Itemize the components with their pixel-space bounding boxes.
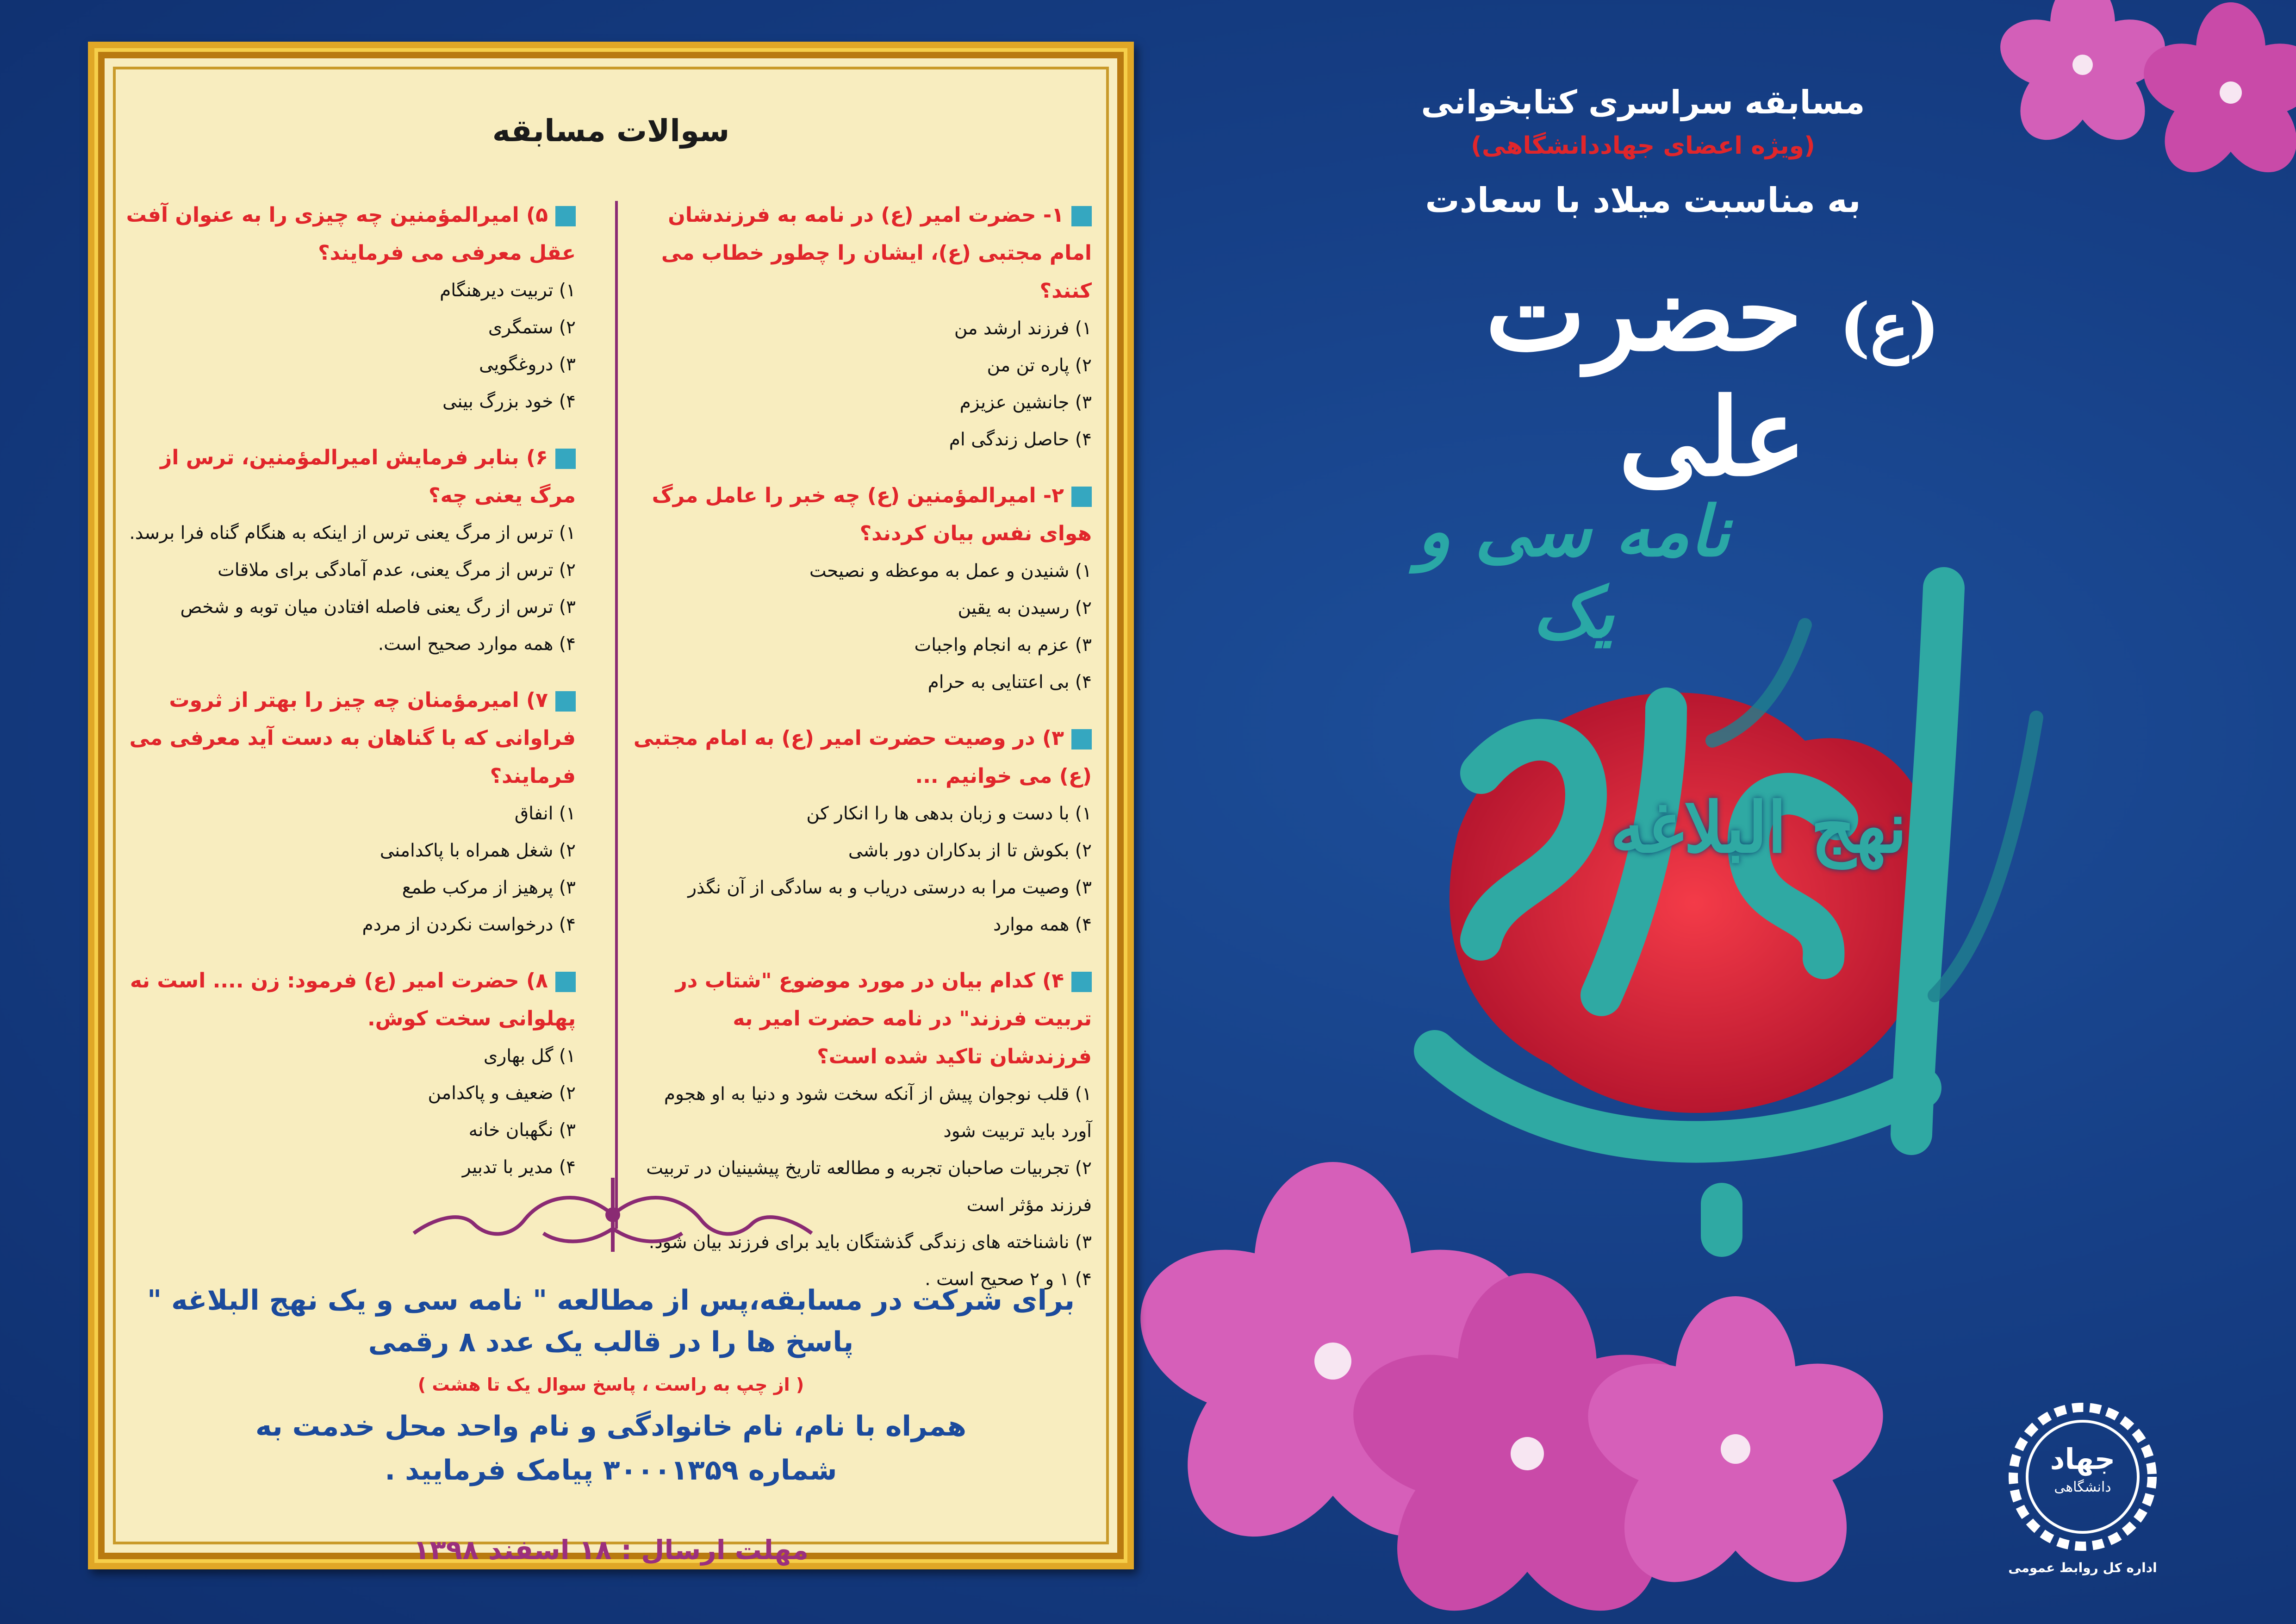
questions-column-left — [108, 196, 576, 1205]
option: ۳) پرهیز از مرکب طمع — [402, 877, 576, 898]
option: ۲) تجربیات صاحبان تجربه و مطالعه تاریخ پیشینیان در تربیت فرزند مؤثر است — [646, 1158, 1092, 1216]
header-line-1: مسابقه سراسری کتابخوانی — [1421, 83, 1865, 121]
option: ۲) شغل همراه با پاکدامنی — [380, 840, 576, 861]
option: ۱) قلب نوجوان پیش از آنکه سخت شود و دنیا به او هجوم آورد باید تربیت شود — [664, 1084, 1092, 1142]
option: ۱) ترس از مرگ یعنی ترس از اینکه به هنگام گناه فرا برسد. — [129, 523, 576, 543]
option: ۲) رسیدن به یقین — [958, 598, 1092, 618]
question-text: ۶) بنابر فرمایش امیرالمؤمنین، ترس از مرگ یعنی چه؟ — [160, 446, 576, 507]
bullet-square-icon — [555, 449, 576, 469]
option: ۱) با دست و زبان بدهی ها را انکار کن — [806, 803, 1092, 824]
option: ۲) ستمگری — [488, 317, 576, 338]
question-text: ۲- امیرالمؤمنین (ع) چه خبر را عامل مرگ هوای نفس بیان کردند؟ — [652, 484, 1092, 545]
option: ۴) حاصل زندگی ام — [949, 429, 1092, 450]
option: ۱) فرزند ارشد من — [954, 318, 1092, 339]
bullet-square-icon — [555, 972, 576, 992]
flower-top-right-icon — [1944, 0, 2296, 194]
question-7 — [108, 681, 576, 943]
question-8 — [108, 962, 576, 1186]
header-name-text: حضرت علی — [1485, 250, 1806, 500]
footer-note: ( از چپ به راست ، پاسخ سوال یک تا هشت ) — [417, 1374, 804, 1395]
option: ۳) نگهبان خانه — [468, 1120, 576, 1141]
question-2 — [629, 477, 1092, 701]
ornament-divider-icon — [404, 1168, 821, 1261]
header-name-suffix: (ع) — [1839, 289, 1940, 365]
option: ۲) ضعیف و پاکدامن — [428, 1083, 576, 1104]
option: ۳) عزم به انجام واجبات — [914, 635, 1092, 656]
header-line-3: به مناسبت میلاد با سعادت — [1425, 181, 1861, 220]
bullet-square-icon — [1071, 972, 1092, 992]
option: ۳) ناشناخته های زندگی گذشتگان باید برای فرزند بیان شود. — [648, 1232, 1092, 1253]
jahad-logo — [2004, 1398, 2161, 1602]
question-text: ۷) امیرمؤمنان چه چیز را بهتر از ثروت فراوانی که با گناهان به دست آید معرفی می فرمایند؟ — [129, 688, 576, 788]
questions-panel — [88, 42, 1134, 1569]
option: ۴) ۱ و ۲ صحیح است . — [925, 1269, 1092, 1290]
question-6 — [108, 439, 576, 663]
header-line-2: (ویژه اعضای جهاددانشگاهی) — [1471, 132, 1815, 160]
question-5 — [108, 196, 576, 420]
header-subtitle: نامه سی و یک — [1417, 491, 1730, 654]
question-text: ۴) کدام بیان در مورد موضوع "شتاب در تربیت فرزند" در نامه حضرت امیر به فرزندشان تاکید شده است؟ — [675, 969, 1092, 1068]
logo-caption: اداره کل روابط عمومی — [2008, 1560, 2157, 1575]
calligraphy-label: نهج البلاغه — [1610, 787, 1907, 868]
question-3 — [629, 719, 1092, 943]
header-name — [1481, 250, 1944, 500]
option: ۴) همه موارد — [993, 914, 1092, 935]
question-1 — [629, 196, 1092, 458]
option: ۳) ترس از رگ یعنی فاصله افتادن میان توبه و شخص — [180, 597, 576, 618]
option: ۴) خود بزرگ بینی — [442, 391, 576, 412]
question-text: ۱- حضرت امیر (ع) در نامه به فرزندشان امام مجتبی (ع)، ایشان را چطور خطاب می کنند؟ — [661, 203, 1092, 303]
bullet-square-icon — [1071, 487, 1092, 507]
bullet-square-icon — [555, 206, 576, 226]
option: ۱) شنیدن و عمل به موعظه و نصیحت — [809, 561, 1092, 581]
option: ۱) گل بهاری — [483, 1046, 576, 1067]
option: ۴) درخواست نکردن از مردم — [362, 914, 576, 935]
column-divider — [615, 201, 618, 1229]
option: ۴) بی اعتنایی به حرام — [927, 672, 1092, 693]
bullet-square-icon — [1071, 206, 1092, 226]
panel-title: سوالات مسابقه — [492, 113, 730, 149]
gear-emblem-icon — [2004, 1398, 2161, 1555]
footer-deadline: مهلت ارسال : ۱۸ اسفند ۱۳۹۸ — [413, 1534, 809, 1566]
option: ۳) جانشین عزیزم — [959, 392, 1092, 413]
option: ۱) انفاق — [514, 803, 576, 824]
question-text: ۵) امیرالمؤمنین چه چیزی را به عنوان آفت عقل معرفی می فرمایند؟ — [126, 203, 576, 265]
logo-name: جهاد — [2050, 1442, 2116, 1476]
bullet-square-icon — [1071, 729, 1092, 750]
footer-instruction: برای شرکت در مسابقه،پس از مطالعه " نامه سی و یک نهج البلاغه " پاسخ ها را در قالب یک عدد ۸ رقمی — [147, 1284, 1075, 1358]
option: ۴) همه موارد صحیح است. — [378, 634, 576, 655]
option: ۳) وصیت مرا به درستی دریاب و به سادگی از آن نگذر — [688, 877, 1092, 898]
footer-contact: همراه با نام، نام خانوادگی و نام واحد محل خدمت به شماره ۳۰۰۰۱۳۵۹ پیامک فرمایید . — [255, 1410, 967, 1487]
option: ۲) ترس از مرگ یعنی، عدم آمادگی برای ملاقات — [218, 560, 576, 581]
option: ۴) مدیر با تدبیر — [462, 1157, 576, 1178]
option: ۳) دروغگویی — [479, 354, 576, 375]
questions-column-right — [629, 196, 1092, 1317]
question-text: ۸) حضرت امیر (ع) فرمود: زن .... است نه پهلوانی سخت کوش. — [130, 969, 576, 1031]
option: ۱) تربیت دیرهنگام — [440, 280, 576, 301]
option: ۲) پاره تن من — [987, 355, 1092, 376]
logo-sub: دانشگاهی — [2054, 1479, 2111, 1495]
question-text: ۳) در وصیت حضرت امیر (ع) به امام مجتبی (ع) می خوانیم ... — [633, 726, 1092, 788]
bullet-square-icon — [555, 691, 576, 712]
option: ۲) بکوش تا از بدکاران دور باشی — [848, 840, 1092, 861]
